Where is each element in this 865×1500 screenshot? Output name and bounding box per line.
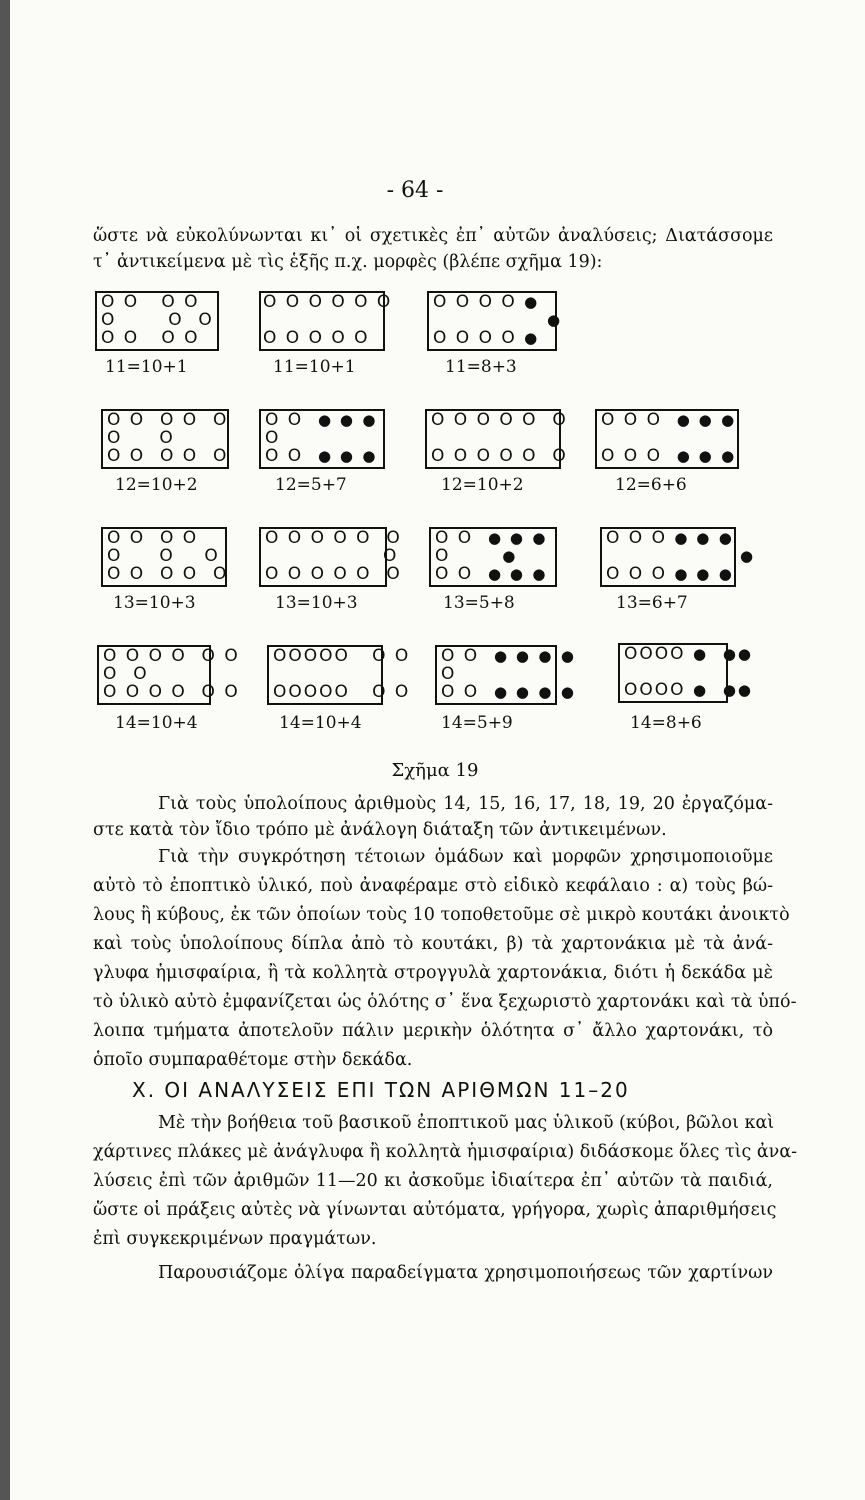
fig-13-a: O O O O O O O O O O O O 13=10+3 (95, 521, 265, 631)
figure-19 (95, 285, 775, 785)
fig-label: 14=8+6 (630, 713, 702, 733)
para3-line-6: τὸ ὑλικὸ αὐτὸ ἐμφανίζεται ὡς ὁλότης σ᾽ ἕνα ξεχωριστὸ χαρτονάκι καὶ τὰ ὑπό- (93, 992, 797, 1012)
fig-label: 12=10+2 (441, 475, 524, 495)
para5-line-1: Παρουσιάζομε ὀλίγα παραδείγματα χρησιμοποιήσεως τῶν χαρτίνων (158, 1263, 773, 1283)
para3-line-2: αὐτὸ τὸ ἐποπτικὸ ὑλικό, ποὺ ἀναφέραμε στὸ εἰδικὸ κεφάλαιο : α) τοὺς βώ- (93, 876, 773, 896)
fig-14-a: O O O O O O O O O O O O O O 14=10+4 (95, 639, 265, 749)
fig-11-a: O O O O O O O O O O O 11=10+1 (95, 285, 265, 395)
fig-label: 13=6+7 (616, 593, 688, 613)
fig-label: 11=8+3 (445, 357, 517, 377)
section-heading: Χ. ΟΙ ΑΝΑΛΥΣΕΙΣ ΕΠΙ ΤΩΝ ΑΡΙΘΜΩΝ 11–20 (132, 1078, 630, 1102)
para3-line-5: γλυφα ἡμισφαίρια, ἢ τὰ κολλητὰ στρογγυλὰ χαρτονάκια, διότι ἡ δεκάδα μὲ (93, 963, 773, 983)
intro-line-2: τ᾽ ἀντικείμενα μὲ τὶς ἑξῆς π.χ. μορφὲς (βλέπε σχῆμα 19): (93, 252, 603, 272)
fig-label: 13=5+8 (443, 593, 515, 613)
fig-13-c: O O ● ● ● O ● O O ● ● ● 13=5+8 (425, 521, 595, 631)
fig-12-c: O O O O O O O O O O O O 12=10+2 (425, 403, 595, 513)
fig-label: 12=5+7 (275, 475, 347, 495)
fig-12-d: O O O ● ● ● O O O ● ● ● 12=6+6 (595, 403, 765, 513)
para3-line-8: ὁποῖο συμπαραθέτομε στὴν δεκάδα. (93, 1050, 413, 1070)
fig-label: 11=10+1 (105, 357, 188, 377)
fig-14-b: OOOOO O O OOOOO O O 14=10+4 (265, 639, 435, 749)
para4-line-1: Μὲ τὴν βοήθεια τοῦ βασικοῦ ἐποπτικοῦ μας ὑλικοῦ (κύβοι, βῶλοι καὶ (158, 1113, 775, 1133)
para2-line-2: στε κατὰ τὸν ἴδιο τρόπο μὲ ἀνάλογη διάταξη τῶν ἀντικειμένων. (93, 820, 667, 840)
fig-label: 12=10+2 (115, 475, 198, 495)
para3-line-7: λοιπα τμήματα ἀποτελοῦν πάλιν μερικὴν ὁλότητα σ᾽ ἄλλο χαρτονάκι, τὸ (93, 1021, 773, 1041)
fig-11-b: O O O O O O O O O O O 11=10+1 (255, 285, 425, 395)
fig-12-b: O O ● ● ● O O O ● ● ● 12=5+7 (255, 403, 425, 513)
para3-line-1: Γιὰ τὴν συγκρότηση τέτοιων ὁμάδων καὶ μορφῶν χρησιμοποιοῦμε (158, 847, 773, 867)
page-number: - 64 - (386, 178, 444, 203)
para3-line-4: καὶ τοὺς ὑπολοίπους δίπλα ἀπὸ τὸ κουτάκι, β) τὰ χαρτονάκια μὲ τὰ ἀνά- (93, 934, 773, 954)
fig-14-d: OOOO ● ●● OOOO ● ●● 14=8+6 (610, 639, 780, 749)
fig-14-c: O O ● ● ● ● O O O ● ● ● ● 14=5+9 (433, 639, 603, 749)
para4-line-4: ὥστε οἱ πράξεις αὐτὲς νὰ γίνωνται αὐτόματα, γρήγορα, χωρὶς ἀπαριθμήσεις (93, 1200, 777, 1220)
para2-line-1: Γιὰ τοὺς ὑπολοίπους ἀριθμοὺς 14, 15, 16, 17, 18, 19, 20 ἐργαζόμα- (158, 794, 773, 814)
para4-line-5: ἐπὶ συγκεκριμένων πραγμάτων. (93, 1229, 377, 1249)
para3-line-3: λους ἢ κύβους, ἐκ τῶν ὁποίων τοὺς 10 τοποθετοῦμε σὲ μικρὸ κουτάκι ἀνοικτὸ (93, 905, 790, 925)
fig-label: 14=5+9 (441, 713, 513, 733)
fig-label: 13=10+3 (113, 593, 196, 613)
fig-11-c: O O O O ● ● O O O O ● 11=8+3 (427, 285, 597, 395)
fig-label: 14=10+4 (115, 713, 198, 733)
scan-edge (0, 0, 10, 1500)
fig-12-a: O O O O O O O O O O O O 12=10+2 (95, 403, 265, 513)
fig-label: 14=10+4 (279, 713, 362, 733)
fig-13-d: O O O ● ● ● ● O O O ● ● ● 13=6+7 (600, 521, 770, 631)
para4-line-3: λύσεις ἐπὶ τῶν ἀριθμῶν 11—20 κι ἀσκοῦμε ἰδιαίτερα ἐπ᾽ αὐτῶν τὰ παιδιά, (93, 1171, 773, 1191)
fig-label: 11=10+1 (273, 357, 356, 377)
fig-label: 12=6+6 (615, 475, 687, 495)
para4-line-2: χάρτινες πλάκες μὲ ἀνάγλυφα ἢ κολλητὰ ἡμισφαίρια) διδάσκομε ὅλες τὶς ἀνα- (93, 1142, 798, 1162)
figure-caption: Σχῆμα 19 (391, 760, 479, 781)
fig-13-b: O O O O O O O O O O O O O 13=10+3 (255, 521, 425, 631)
fig-label: 13=10+3 (275, 593, 358, 613)
intro-line-1: ὥστε νὰ εὐκολύνωνται κι᾽ οἱ σχετικὲς ἐπ᾽ αὐτῶν ἀναλύσεις; Διατάσσομε (93, 226, 773, 246)
